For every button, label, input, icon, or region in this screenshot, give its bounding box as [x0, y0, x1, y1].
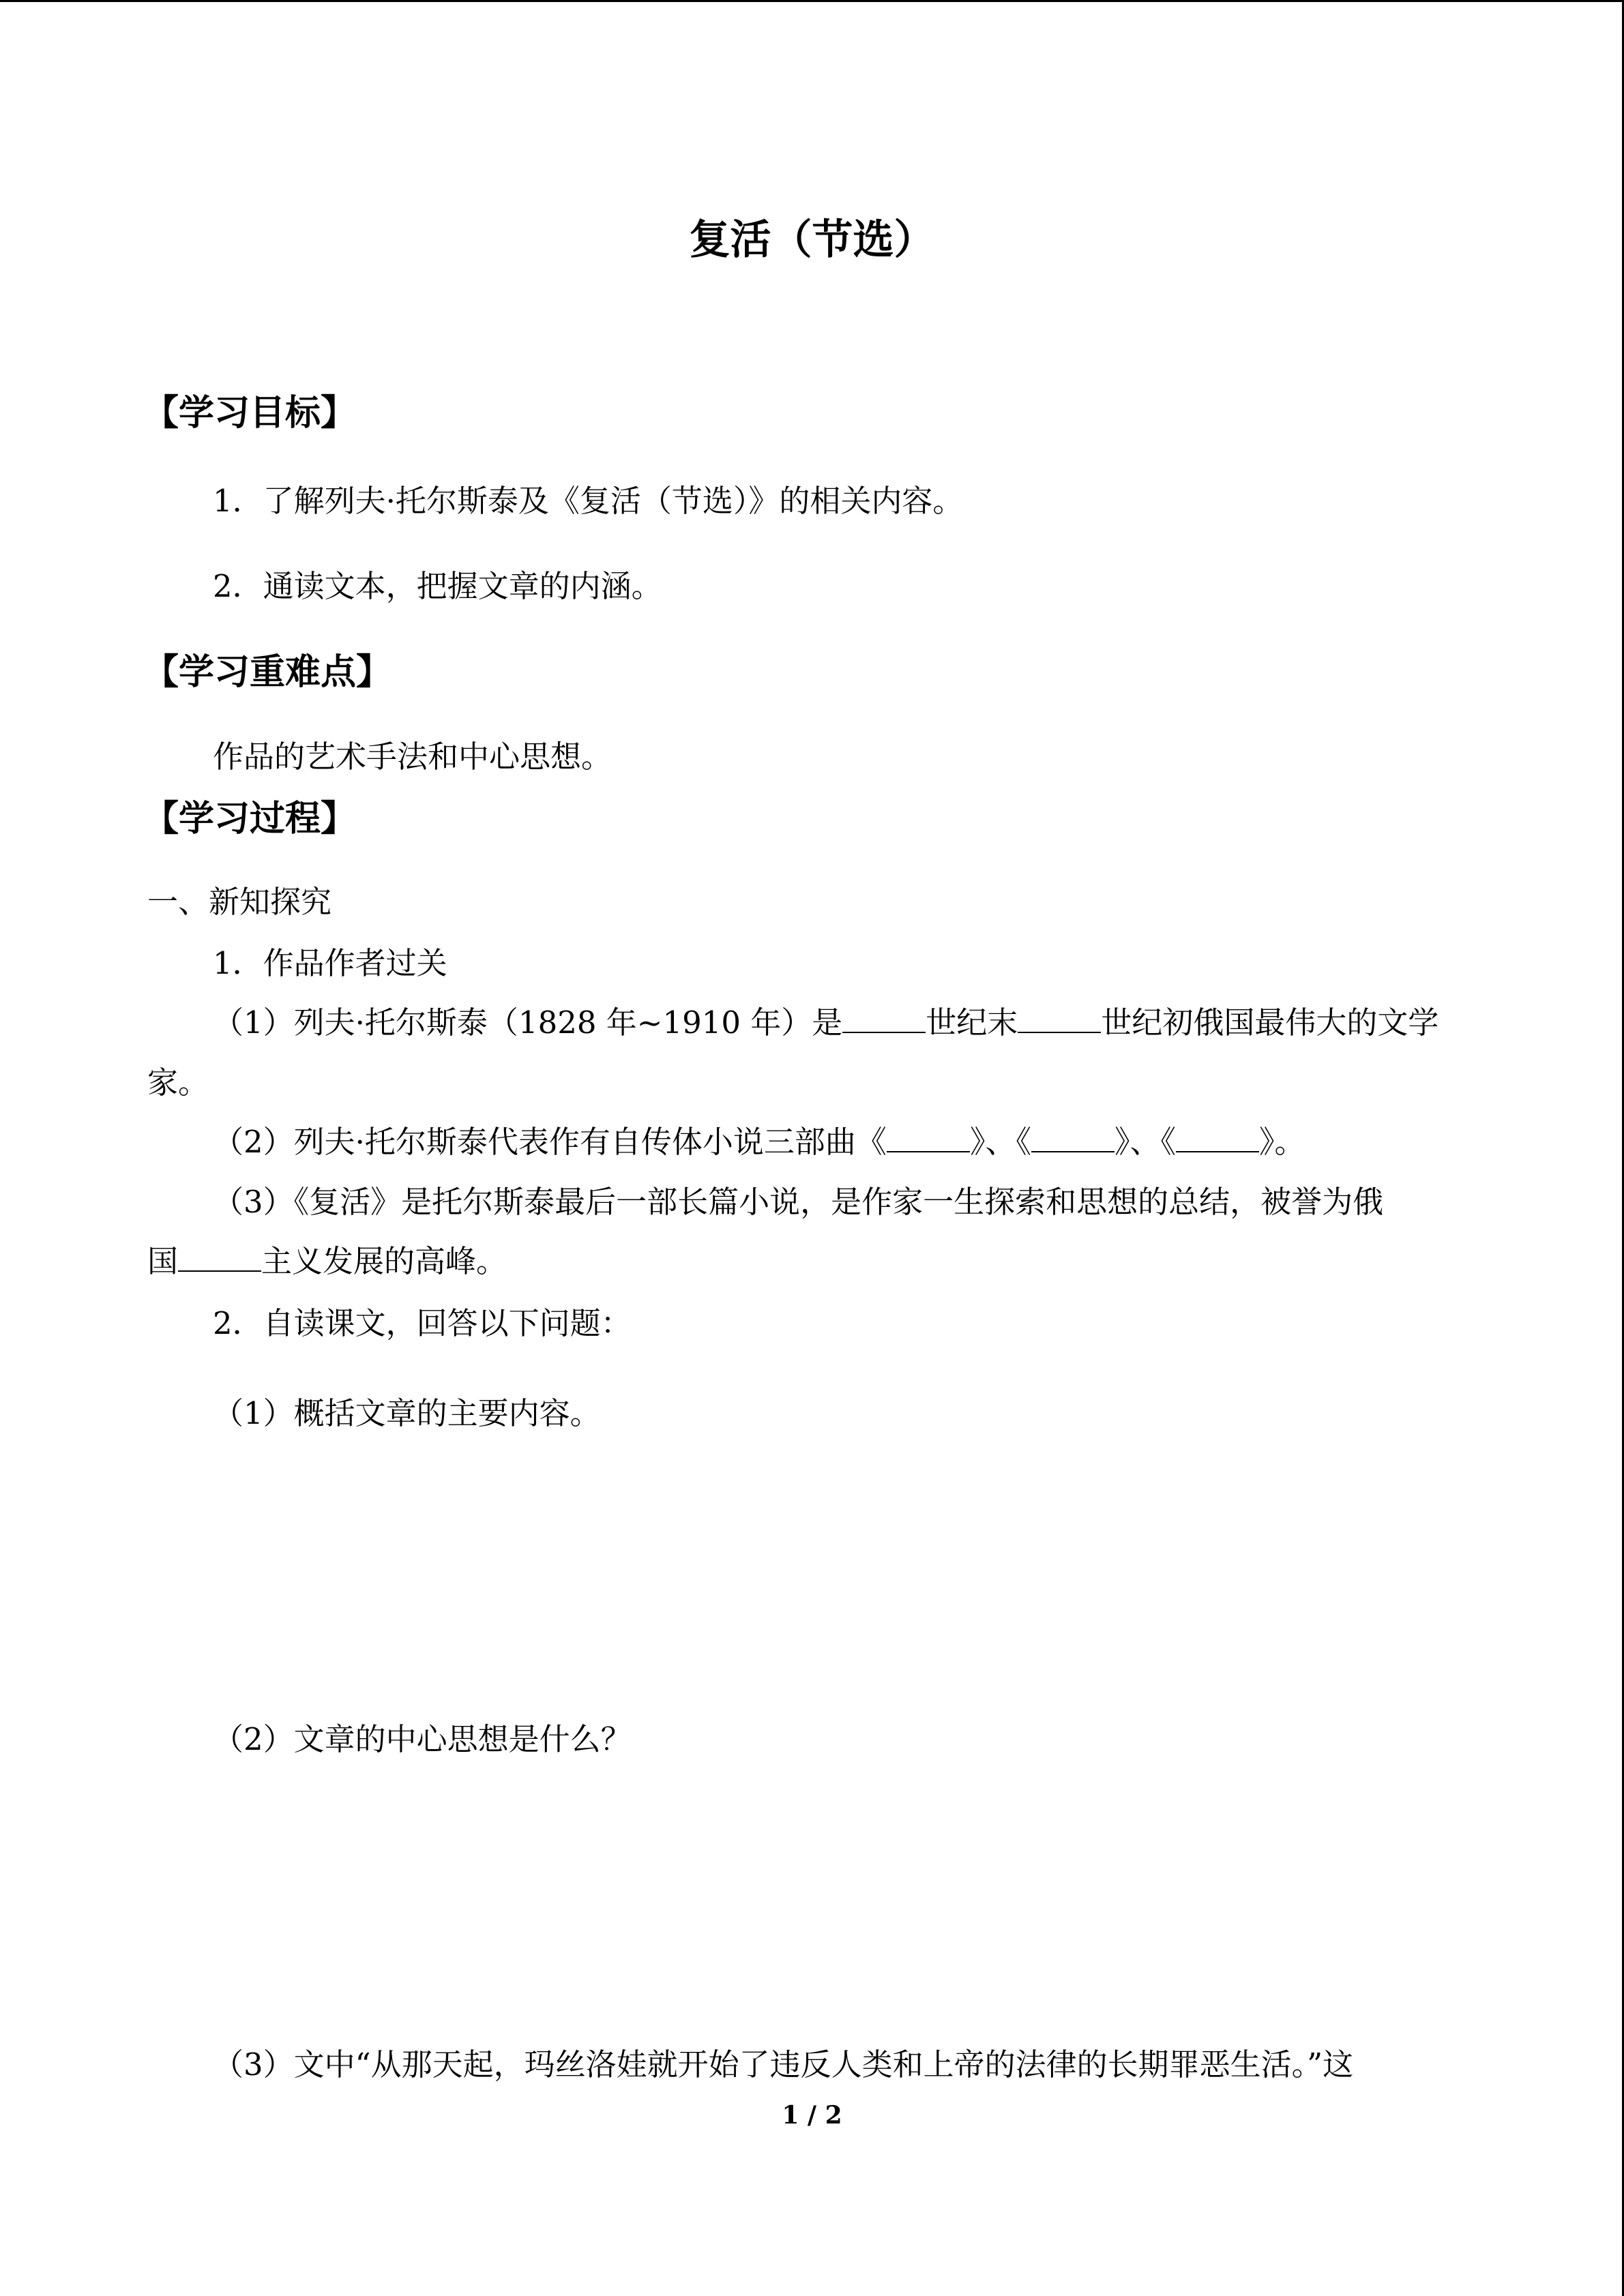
q1-item-1-text-c: 世纪初俄国最伟大的文学 — [1101, 1004, 1439, 1041]
goal-item-1: 1．了解列夫·托尔斯泰及《复活（节选）》的相关内容。 — [213, 483, 964, 519]
q1-title: 1．作品作者过关 — [213, 945, 447, 981]
key-points-text: 作品的艺术手法和中心思想。 — [213, 739, 612, 775]
q1-item-3: （3）《复活》是托尔斯泰最后一部长篇小说，是作家一生探索和思想的总结，被誉为俄 — [213, 1184, 1384, 1220]
page-title: 复活（节选） — [689, 216, 935, 264]
q2-sub-2: （2）文章的中心思想是什么？ — [213, 1721, 632, 1757]
q1-item-2 — [213, 1124, 1305, 1160]
q2-sub-3: （3）文中“从那天起，玛丝洛娃就开始了违反人类和上帝的法律的长期罪恶生活。”这 — [213, 2046, 1354, 2083]
q1-item-3-text-c: 主义发展的高峰。 — [261, 1243, 507, 1279]
goals-heading: 【学习目标】 — [143, 393, 357, 434]
q1-item-3-cont — [147, 1243, 507, 1279]
q1-item-1-text-a: （1）列夫·托尔斯泰（1828 年~1910 年）是 — [213, 1004, 843, 1041]
blank-ism[interactable] — [178, 1246, 261, 1272]
q1-item-2-text-b: 》、《 — [969, 1124, 1031, 1160]
q1-item-1-text-b: 世纪末 — [926, 1004, 1018, 1041]
blank-trilogy-3[interactable] — [1176, 1127, 1259, 1152]
page-number: 1 / 2 — [782, 2101, 842, 2130]
q2-sub-1: （1）概括文章的主要内容。 — [213, 1395, 601, 1431]
blank-trilogy-2[interactable] — [1031, 1127, 1114, 1152]
q1-item-2-text-c: 》、《 — [1114, 1124, 1176, 1160]
goal-item-2: 2．通读文本，把握文章的内涵。 — [213, 568, 662, 604]
q1-item-3-text-b: 国 — [147, 1243, 179, 1279]
process-heading: 【学习过程】 — [143, 799, 357, 839]
q2-title: 2．自读课文，回答以下问题： — [213, 1305, 632, 1341]
blank-trilogy-1[interactable] — [887, 1127, 970, 1152]
blank-century-start[interactable] — [1018, 1007, 1101, 1033]
q1-item-1 — [213, 1004, 1439, 1041]
key-points-heading: 【学习重难点】 — [143, 652, 392, 693]
q1-item-1-cont: 家。 — [147, 1064, 209, 1101]
q1-item-2-text-d: 》。 — [1258, 1124, 1305, 1160]
part1-title: 一、新知探究 — [147, 884, 332, 920]
q1-item-2-text-a: （2）列夫·托尔斯泰代表作有自传体小说三部曲《 — [213, 1124, 887, 1160]
blank-century-end[interactable] — [842, 1007, 926, 1033]
